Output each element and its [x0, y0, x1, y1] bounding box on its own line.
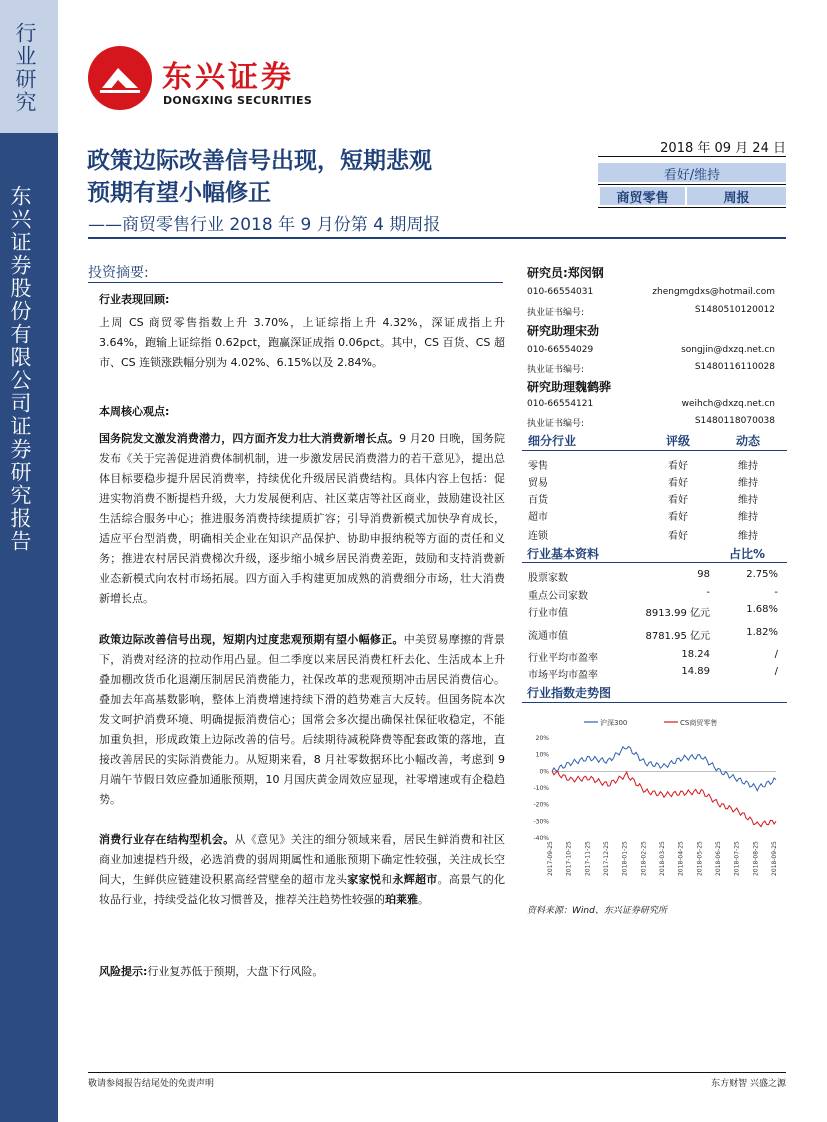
paragraph-lead: 政策边际改善信号出现，短期内过度悲观预期有望小幅修正。: [99, 633, 404, 646]
table-cell: 2.75%: [746, 569, 778, 580]
table-cell: 维持: [738, 461, 758, 472]
table-cell: 维持: [738, 512, 758, 523]
table-divider: [522, 450, 787, 451]
analyst-phone: 010-66554029: [527, 345, 594, 355]
y-tick-label: 0%: [539, 768, 549, 776]
table-cell: 1.68%: [746, 604, 778, 615]
table-cell: 贸易: [528, 478, 548, 489]
x-tick-label: 2018-08-25: [752, 841, 760, 876]
y-tick-label: 20%: [535, 735, 549, 742]
table-cell: 百货: [528, 495, 548, 506]
industry-name: 商贸零售: [600, 187, 685, 205]
table-cell: 看好: [668, 495, 688, 506]
risk-warning: [99, 962, 505, 982]
cert-label: 执业证书编号:: [527, 419, 585, 429]
table-cell: 流通市值: [528, 631, 568, 642]
industry-rating: 看好/维持: [663, 168, 721, 183]
series-line: [552, 771, 776, 827]
table-cell: 看好: [668, 512, 688, 523]
section-heading-views: 本周核心观点:: [99, 405, 170, 418]
paragraph-text: 和: [381, 873, 393, 886]
report-subtitle: ——商贸零售行业 2018 年 9 月份第 4 期周报: [88, 215, 441, 235]
view-paragraph-3: [99, 830, 505, 910]
analyst-email[interactable]: zhengmgdxs@hotmail.com: [652, 287, 775, 297]
sidebar-company-label: 东兴证券股份有限公司证券研究报告: [8, 185, 32, 553]
cert-number: S1480510120012: [694, 305, 775, 315]
table-cell: 重点公司家数: [528, 591, 588, 602]
index-chart: [524, 708, 784, 898]
divider: [598, 184, 786, 185]
cert-number: S1480118070038: [694, 416, 775, 426]
x-tick-label: 2018-09-25: [771, 841, 778, 876]
table-cell: 市场平均市盈率: [528, 670, 598, 681]
y-tick-label: -20%: [533, 801, 549, 809]
table-cell: 看好: [668, 531, 688, 542]
report-type: 周报: [687, 187, 786, 205]
x-tick-label: 2018-05-25: [696, 841, 704, 876]
logo-text-en: DONGXING SECURITIES: [163, 94, 313, 107]
table-divider: [522, 562, 787, 563]
table-cell: 零售: [528, 461, 548, 472]
x-tick-label: 2018-07-25: [733, 841, 741, 876]
table-cell: -: [706, 587, 710, 598]
stock-name: 家家悦: [347, 873, 382, 886]
paragraph-text: 从《意见》关注的细分领域来看，居民生鲜消费和社区商业加速提档升级，必选消费的弱周期属性和通胀预期下确定性较强，关注成长空间大，生鲜供应链建设积累高经营壁垒的超市龙头: [99, 833, 506, 886]
basic-data-share-header: 占比%: [728, 547, 765, 561]
paragraph-text: 中美贸易摩擦的背景下，消费对经济的拉动作用凸显。但二季度以来居民消费杠杆去化、生活成本上升叠加棚改货币化退潮压制居民消费能力，社保改革的悲观预期冲击居民消费信心。叠加去年高基数影响，整体上消费增速持续下滑的趋势难言大反转。但国务院本次发文呵护消费环境、明确提振消费信心；国常会多次提出确保社保征收稳定，不能加重负担，形成政策上边际改善的信号。后续期待减税降费等配套政策的落地，直接改善居民的实际消费能力。从短期来看，8 月社零数据环比小幅改善，考虑到 9 月端午节假日效应叠加通胀预期，10 月国庆黄金周效应显现，社零增速或有企稳趋势。: [99, 633, 506, 806]
y-tick-label: -30%: [533, 818, 549, 826]
logo-mark-icon: [88, 46, 152, 110]
legend-label: CS商贸零售: [680, 719, 718, 727]
ratings-header-trend: 动态: [736, 434, 761, 448]
table-cell: 8781.95 亿元: [645, 631, 710, 642]
stock-name: 珀莱雅: [385, 893, 418, 906]
y-tick-label: -10%: [533, 785, 549, 792]
footer-slogan: 东方财智 兴盛之源: [711, 1079, 786, 1089]
report-date: 2018 年 09 月 24 日: [660, 141, 786, 156]
legend-label: 沪深300: [600, 719, 628, 727]
summary-heading: 投资摘要:: [88, 265, 149, 281]
table-cell: 14.89: [681, 666, 710, 677]
series-line: [552, 747, 776, 791]
logo-icon: [88, 46, 152, 110]
view-paragraph-1: [99, 429, 505, 609]
basic-data-heading: 行业基本资料: [527, 547, 600, 561]
table-cell: /: [774, 649, 778, 660]
table-cell: 行业平均市盈率: [528, 653, 598, 664]
table-cell: 维持: [738, 478, 758, 489]
index-chart-heading: 行业指数走势图: [527, 686, 612, 700]
divider: [598, 207, 786, 208]
report-title-line1: 政策边际改善信号出现，短期悲观: [87, 148, 432, 174]
table-cell: 连锁: [528, 531, 548, 542]
x-tick-label: 2017-10-25: [565, 841, 573, 876]
ratings-header-industry: 细分行业: [528, 434, 577, 448]
table-cell: 8913.99 亿元: [645, 608, 710, 619]
paragraph-text: 。: [418, 893, 429, 906]
x-tick-label: 2017-09-25: [547, 841, 554, 876]
paragraph-lead: 消费行业存在结构型机会。: [99, 833, 235, 846]
paragraph-text: 。高景气的化妆品行业，持续受益化妆习惯普及，推荐关注趋势性较强的: [99, 873, 506, 906]
table-cell: 维持: [738, 531, 758, 542]
x-tick-label: 2017-11-25: [584, 841, 592, 876]
x-tick-label: 2018-04-25: [677, 841, 685, 876]
analyst-phone: 010-66554031: [527, 287, 594, 297]
performance-paragraph: 上周 CS 商贸零售指数上升 3.70%，上证综指上升 4.32%，深证成指上升 3.64%，跑输上证综指 0.62pct，跑赢深证成指 0.06pct。其中，CS 百货、CS 超市、CS 连锁涨跌幅分别为 4.02%、6.15%以及 2.84%。: [99, 316, 505, 369]
table-cell: 股票家数: [528, 573, 568, 584]
y-tick-label: 10%: [535, 751, 549, 759]
y-tick-label: -40%: [533, 835, 549, 842]
analyst-email[interactable]: weihch@dxzq.net.cn: [681, 399, 775, 409]
table-cell: 18.24: [681, 649, 710, 660]
summary-divider: [88, 282, 503, 283]
analyst-email[interactable]: songjin@dxzq.net.cn: [681, 345, 775, 355]
x-tick-label: 2018-03-25: [659, 841, 666, 876]
risk-text: 行业复苏低于预期，大盘下行风险。: [147, 965, 324, 978]
table-cell: 超市: [528, 512, 548, 523]
x-tick-label: 2018-01-25: [621, 841, 629, 876]
x-tick-label: 2018-02-25: [640, 841, 648, 876]
x-tick-label: 2018-06-25: [715, 841, 722, 876]
divider: [598, 156, 786, 157]
footer-disclaimer: 敬请参阅报告结尾处的免责声明: [88, 1079, 215, 1089]
cert-number: S1480116110028: [694, 362, 775, 372]
x-tick-label: 2017-12-25: [603, 841, 610, 876]
paragraph-text: 9 月20 日晚，国务院发布《关于完善促进消费体制机制，进一步激发居民消费潜力的若干意见》，提出总体目标要稳步提升居民消费率，持续优化升级居民消费结构。具体内容上包括：促进实物消费不断提档升级，大力发展便利店、社区菜店等社区商业，鼓励建设社区生活综合服务中心；推进服务消费持续提质扩容；引导消费新模式加快孕育成长，适应平台型消费，明确相关企业在知识产品保护、协助申报纳税等方面的责任和义务；推进农村居民消费梯次升级，逐步缩小城乡居民消费差距，鼓励和支持消费新业态新模式向农村市场拓展。四方面入手构建更加成熟的消费细分市场，壮大消费新增长点。: [99, 432, 505, 605]
risk-label: 风险提示:: [99, 965, 148, 978]
table-cell: 看好: [668, 461, 688, 472]
analyst-name: 研究员:郑闵钢: [527, 266, 604, 280]
logo-text-cn: 东兴证券: [162, 60, 294, 95]
report-title-line2: 预期有望小幅修正: [87, 180, 271, 206]
view-paragraph-2: [99, 630, 505, 810]
table-cell: 1.82%: [746, 627, 778, 638]
table-cell: -: [774, 587, 778, 598]
table-cell: 维持: [738, 495, 758, 506]
cert-label: 执业证书编号:: [527, 308, 585, 318]
paragraph-lead: 国务院发文激发消费潜力，四方面齐发力壮大消费新增长点。: [99, 432, 400, 445]
table-cell: 行业市值: [528, 608, 568, 619]
analyst-name: 研究助理魏鹤骅: [527, 380, 612, 394]
cert-label: 执业证书编号:: [527, 365, 585, 375]
footer-divider: [88, 1072, 786, 1073]
title-divider: [88, 237, 786, 239]
table-cell: /: [774, 666, 778, 677]
analyst-phone: 010-66554121: [527, 399, 594, 409]
stock-name: 永辉超市: [392, 873, 438, 886]
ratings-header-rating: 评级: [666, 434, 691, 448]
table-divider: [522, 702, 787, 703]
analyst-name: 研究助理宋劲: [527, 324, 600, 338]
section-heading-performance: 行业表现回顾:: [99, 293, 170, 306]
chart-source: 资料来源：Wind、东兴证券研究所: [527, 906, 667, 916]
chart-legend: [584, 718, 717, 727]
table-cell: 看好: [668, 478, 688, 489]
sidebar-category-label: 行业研究: [13, 22, 37, 114]
table-cell: 98: [697, 569, 710, 580]
